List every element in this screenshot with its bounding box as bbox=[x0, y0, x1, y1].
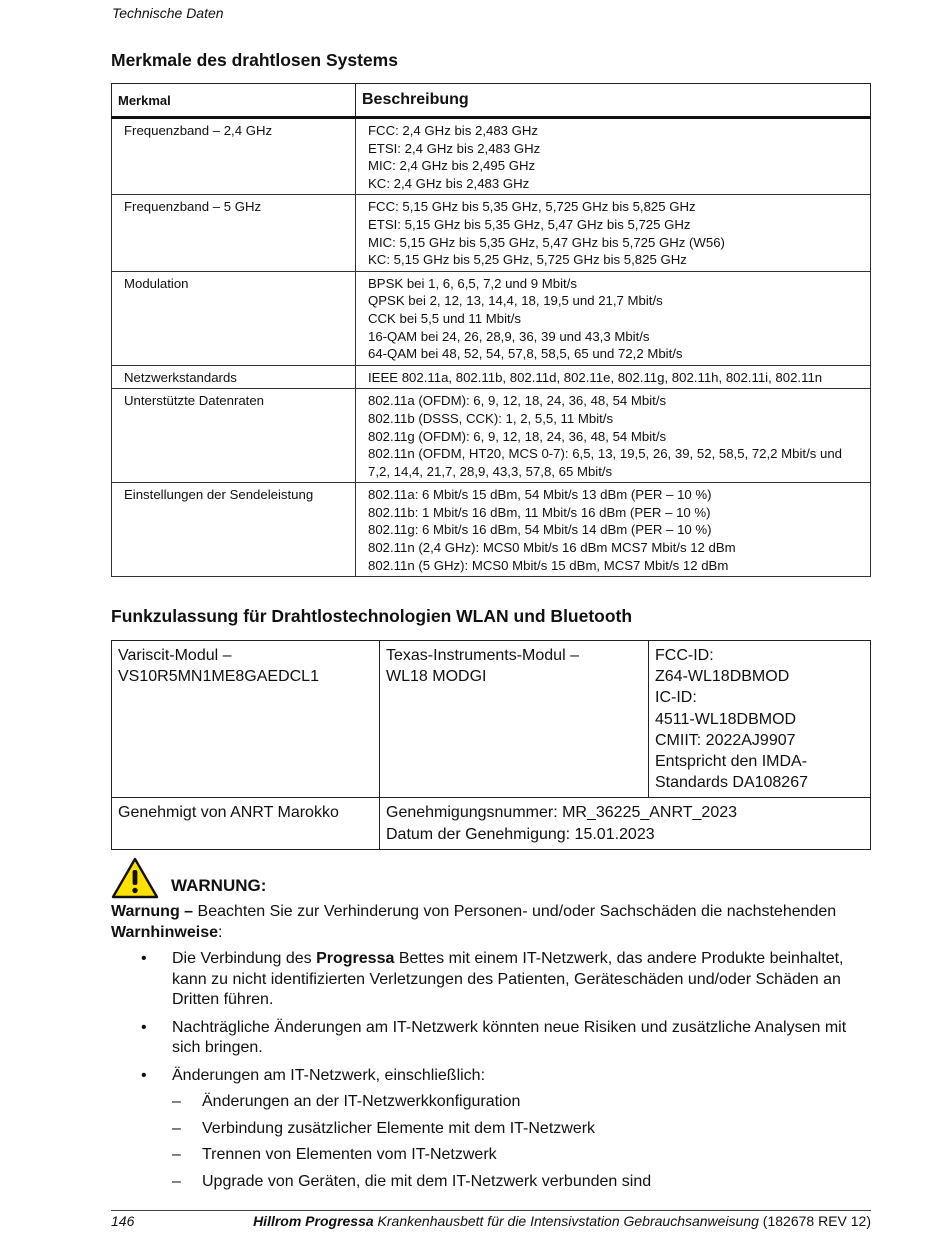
bullet1-product: Progressa bbox=[316, 950, 395, 967]
radio-approval-table bbox=[111, 640, 871, 850]
description-cell bbox=[356, 389, 871, 483]
table-row bbox=[112, 195, 871, 271]
feature-cell: Frequenzband – 2,4 GHz bbox=[112, 118, 356, 195]
feature-cell: Netzwerkstandards bbox=[112, 365, 356, 389]
page-number: 146 bbox=[111, 1213, 135, 1229]
description-line: ETSI: 2,4 GHz bis 2,483 GHz bbox=[368, 140, 541, 156]
approval-cell-ids bbox=[649, 641, 871, 798]
description-line: ETSI: 5,15 GHz bis 5,35 GHz, 5,47 GHz bis 5,725 GHz bbox=[368, 216, 691, 232]
description-line: 802.11b: 1 Mbit/s 16 dBm, 11 Mbit/s 16 dBm (PER – 10 %) bbox=[368, 504, 711, 520]
footer-divider bbox=[111, 1210, 871, 1211]
description-line: IEEE 802.11a, 802.11b, 802.11d, 802.11e, 802.11g, 802.11h, 802.11i, 802.11n bbox=[368, 369, 823, 385]
warning-lead-end: : bbox=[217, 924, 223, 941]
dash-glyph: – bbox=[172, 1146, 181, 1163]
cell-line: CMIIT: 2022AJ9907 bbox=[655, 731, 796, 749]
bullet-glyph: • bbox=[141, 1018, 147, 1036]
warning-triangle-icon bbox=[111, 857, 159, 899]
description-cell bbox=[356, 195, 871, 271]
bullet-glyph: • bbox=[141, 950, 147, 967]
description-line: MIC: 5,15 GHz bis 5,35 GHz, 5,47 GHz bis 5,725 GHz (W56) bbox=[368, 234, 725, 250]
footer-product: Hillrom Progressa bbox=[253, 1213, 374, 1229]
cell-line: Standards DA108267 bbox=[655, 774, 808, 792]
description-cell bbox=[356, 271, 871, 365]
bullet1-pre: Die Verbindung des bbox=[172, 950, 317, 967]
approval-cell-number bbox=[380, 798, 871, 849]
description-line: 64-QAM bei 48, 52, 54, 57,8, 58,5, 65 und 72,2 Mbit/s bbox=[368, 346, 683, 362]
feature-cell: Unterstützte Datenraten bbox=[112, 389, 356, 483]
sub-item-text: Trennen von Elementen vom IT-Netzwerk bbox=[202, 1146, 497, 1163]
cell-line: IC-ID: bbox=[655, 689, 697, 707]
list-item bbox=[111, 1066, 871, 1087]
table-row bbox=[112, 641, 871, 798]
description-line: 802.11n (2,4 GHz): MCS0 Mbit/s 16 dBm MCS7 Mbit/s 12 dBm bbox=[368, 540, 736, 556]
dash-glyph: – bbox=[172, 1172, 181, 1190]
warning-heading: WARNUNG: bbox=[171, 876, 267, 895]
bullet1-post: Bettes mit einem IT-Netzwerk, das andere Produkte beinhaltet, kann zu nicht identifizierten Verletzungen des Patienten, Geräteschäden und/oder Schäden an Dritten führen. bbox=[172, 950, 844, 1008]
list-item bbox=[111, 1018, 871, 1059]
sub-item-text: Verbindung zusätzlicher Elemente mit dem IT-Netzwerk bbox=[202, 1119, 596, 1137]
feature-cell: Modulation bbox=[112, 271, 356, 365]
approval-cell-anrt: Genehmigt von ANRT Marokko bbox=[112, 798, 380, 849]
description-line: 802.11n (5 GHz): MCS0 Mbit/s 15 dBm, MCS7 Mbit/s 12 dBm bbox=[368, 557, 729, 573]
table-row bbox=[112, 798, 871, 849]
table-row bbox=[112, 483, 871, 577]
table-row bbox=[112, 389, 871, 483]
description-line: CCK bei 5,5 und 11 Mbit/s bbox=[368, 310, 521, 326]
description-line: FCC: 5,15 GHz bis 5,35 GHz, 5,725 GHz bis 5,825 GHz bbox=[368, 199, 696, 215]
sub-list-item bbox=[111, 1119, 871, 1140]
section-title-wireless: Merkmale des drahtlosen Systems bbox=[111, 50, 398, 70]
bullet2-text: Nachträgliche Änderungen am IT-Netzwerk könnten neue Risiken und zusätzliche Analysen mit sich bringen. bbox=[172, 1018, 847, 1056]
table-row bbox=[112, 271, 871, 365]
description-cell bbox=[356, 365, 871, 389]
dash-glyph: – bbox=[172, 1093, 181, 1110]
description-line: 802.11g (OFDM): 6, 9, 12, 18, 24, 36, 48, 54 Mbit/s bbox=[368, 428, 667, 444]
column-header-feature: Merkmal bbox=[112, 84, 356, 118]
table-row bbox=[112, 365, 871, 389]
column-header-description: Beschreibung bbox=[356, 84, 871, 118]
bullet3-text: Änderungen am IT-Netzwerk, einschließlich: bbox=[172, 1066, 486, 1084]
cell-line: Texas-Instruments-Modul – bbox=[386, 647, 579, 664]
description-cell bbox=[356, 483, 871, 577]
bullet-glyph: • bbox=[141, 1066, 147, 1084]
feature-cell: Einstellungen der Sendeleistung bbox=[112, 483, 356, 577]
cell-line: 4511-WL18DBMOD bbox=[655, 710, 797, 728]
sub-list-item bbox=[111, 1172, 871, 1193]
footer-product-rest: Krankenhausbett für die Intensivstation Gebrauchsanweisung bbox=[373, 1213, 759, 1229]
description-cell bbox=[356, 118, 871, 195]
warning-lead-text: Beachten Sie zur Verhinderung von Personen- und/oder Sachschäden die nachstehenden bbox=[193, 903, 837, 920]
section-title-approval: Funkzulassung für Drahtlostechnologien WLAN und Bluetooth bbox=[111, 606, 633, 626]
description-line: 802.11a (OFDM): 6, 9, 12, 18, 24, 36, 48, 54 Mbit/s bbox=[368, 393, 667, 409]
list-item bbox=[111, 949, 871, 1011]
table-header-row bbox=[112, 84, 871, 118]
feature-cell: Frequenzband – 5 GHz bbox=[112, 195, 356, 271]
cell-line: VS10R5MN1ME8GAEDCL1 bbox=[118, 668, 319, 686]
description-line: 802.11g: 6 Mbit/s 16 dBm, 54 Mbit/s 14 dBm (PER – 10 %) bbox=[368, 522, 712, 538]
warning-lead-bold: Warnung – bbox=[111, 903, 194, 920]
sub-item-text: Änderungen an der IT-Netzwerkkonfiguration bbox=[202, 1093, 521, 1110]
cell-line: FCC-ID: bbox=[655, 647, 714, 664]
sub-list-item bbox=[111, 1092, 871, 1113]
description-line: FCC: 2,4 GHz bis 2,483 GHz bbox=[368, 123, 539, 138]
approval-cell-ti bbox=[380, 641, 649, 798]
footer-doc-ref: (182678 REV 12) bbox=[758, 1213, 871, 1229]
cell-line: Entspricht den IMDA- bbox=[655, 753, 808, 771]
description-line: MIC: 2,4 GHz bis 2,495 GHz bbox=[368, 158, 536, 174]
cell-line: Genehmigungsnummer: MR_36225_ANRT_2023 bbox=[386, 804, 738, 822]
description-line: 802.11a: 6 Mbit/s 15 dBm, 54 Mbit/s 13 dBm (PER – 10 %) bbox=[368, 487, 712, 503]
description-line: KC: 5,15 GHz bis 5,25 GHz, 5,725 GHz bis 5,825 GHz bbox=[368, 252, 687, 268]
description-line: 16-QAM bei 24, 26, 28,9, 36, 39 und 43,3 Mbit/s bbox=[368, 328, 650, 344]
footer-document-title bbox=[253, 1213, 871, 1229]
wireless-features-table bbox=[111, 83, 871, 577]
running-header: Technische Daten bbox=[112, 5, 224, 21]
description-line: 802.11b (DSSS, CCK): 1, 2, 5,5, 11 Mbit/s bbox=[368, 410, 614, 426]
description-line: 802.11n (OFDM, HT20, MCS 0-7): 6,5, 13, 19,5, 26, 39, 52, 58,5, 72,2 Mbit/s und 7,2, 14,4, 21,7, 28,9, 43,3, 57,8, 65 Mbit/s bbox=[368, 446, 843, 479]
description-line: KC: 2,4 GHz bis 2,483 GHz bbox=[368, 175, 530, 191]
dash-glyph: – bbox=[172, 1119, 181, 1137]
sub-list-item bbox=[111, 1145, 871, 1166]
description-line: BPSK bei 1, 6, 6,5, 7,2 und 9 Mbit/s bbox=[368, 275, 577, 291]
cell-line: Variscit-Modul – bbox=[118, 647, 232, 664]
warning-list bbox=[111, 949, 871, 1198]
sub-item-text: Upgrade von Geräten, die mit dem IT-Netzwerk verbunden sind bbox=[202, 1172, 652, 1190]
approval-cell-variscite bbox=[112, 641, 380, 798]
cell-line: Datum der Genehmigung: 15.01.2023 bbox=[386, 825, 655, 843]
warning-lead bbox=[111, 901, 871, 943]
warning-lead-bold2: Warnhinweise bbox=[111, 924, 218, 941]
description-line: QPSK bei 2, 12, 13, 14,4, 18, 19,5 und 21,7 Mbit/s bbox=[368, 293, 663, 309]
cell-line: Z64-WL18DBMOD bbox=[655, 668, 790, 686]
table-row bbox=[112, 118, 871, 195]
cell-line: WL18 MODGI bbox=[386, 668, 487, 686]
